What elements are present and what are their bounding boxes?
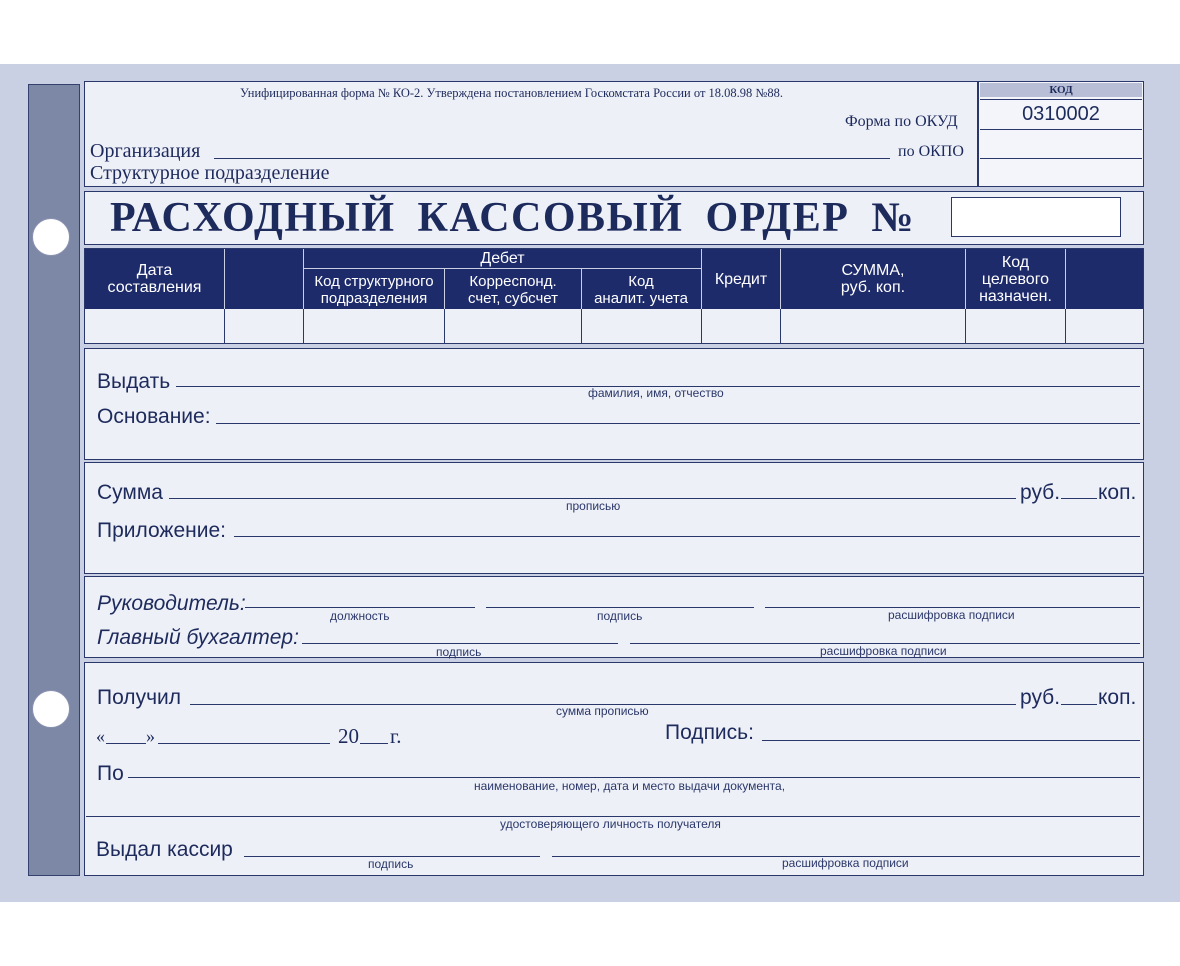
cell-divider	[1065, 309, 1066, 343]
cell-divider	[701, 309, 702, 343]
doc-hint: наименование, номер, дата и место выдачи документа,	[474, 779, 786, 793]
okud-code: 0310002	[980, 99, 1142, 130]
month-field[interactable]	[158, 743, 330, 744]
kop-field[interactable]	[1061, 498, 1097, 499]
id-document-field[interactable]	[128, 777, 1140, 778]
head-label: Руководитель:	[97, 592, 246, 615]
department-label: Структурное подразделение	[90, 162, 330, 184]
accountant-decode-hint: расшифровка подписи	[820, 644, 947, 658]
year-prefix: 20	[338, 724, 359, 748]
received-kop-field[interactable]	[1061, 704, 1097, 705]
year-suffix: г.	[390, 724, 402, 748]
col-date: Дата составления	[85, 249, 224, 309]
punch-hole-top	[32, 218, 70, 256]
cell-divider	[965, 309, 966, 343]
sum-words-hint: сумма прописью	[556, 704, 649, 718]
attachment-label: Приложение:	[97, 519, 227, 542]
head-signature-hint: подпись	[597, 609, 643, 623]
received-label: Получил	[97, 686, 181, 709]
grid-line	[304, 268, 701, 269]
okpo-label: по ОКПО	[898, 143, 964, 160]
receipt-section	[84, 662, 1144, 876]
binding-stripe	[28, 84, 80, 876]
head-position-field[interactable]	[245, 607, 475, 608]
document-title: РАСХОДНЫЙ КАССОВЫЙ ОРДЕР №	[110, 195, 916, 241]
basis-label: Основание:	[97, 405, 211, 428]
issue-section	[84, 348, 1144, 460]
col-corr-account: Корреспонд. счет, субсчет	[445, 270, 581, 309]
order-number-field[interactable]	[951, 197, 1121, 237]
okpo-code-field[interactable]	[980, 158, 1142, 159]
punch-hole-bottom	[32, 690, 70, 728]
by-label: По	[97, 762, 124, 785]
head-decode-hint: расшифровка подписи	[888, 608, 1015, 622]
organization-label: Организация	[90, 140, 201, 162]
cashier-signature-hint: подпись	[368, 857, 414, 871]
id-hint: удостоверяющего личность получателя	[500, 817, 721, 831]
kop-label: коп.	[1098, 481, 1137, 504]
day-field[interactable]	[106, 743, 146, 744]
col-debit: Дебет	[304, 249, 701, 267]
received-rub-label: руб.	[1020, 686, 1061, 709]
amount-section	[84, 462, 1144, 574]
year-field[interactable]	[360, 743, 388, 744]
words-hint: прописью	[566, 499, 621, 513]
kod-header: КОД	[980, 83, 1142, 97]
col-sum: СУММА, руб. коп.	[781, 249, 965, 309]
col-purpose-code: Код целевого назначен.	[966, 249, 1065, 309]
organization-field[interactable]	[214, 158, 890, 159]
date-open-quote: «	[96, 726, 105, 746]
cell-divider	[224, 309, 225, 343]
col-struct-code: Код структурного подразделения	[304, 270, 444, 309]
fio-hint: фамилия, имя, отчество	[588, 386, 724, 400]
issue-label: Выдать	[97, 370, 171, 393]
rub-label: руб.	[1020, 481, 1061, 504]
receiver-signature-field[interactable]	[762, 740, 1140, 741]
sum-label: Сумма	[97, 481, 163, 504]
col-credit: Кредит	[702, 249, 780, 309]
head-signature-field[interactable]	[486, 607, 754, 608]
received-kop-label: коп.	[1098, 686, 1137, 709]
okud-label: Форма по ОКУД	[845, 113, 958, 130]
date-close-quote: »	[146, 726, 155, 746]
accountant-signature-field[interactable]	[302, 643, 618, 644]
position-hint: должность	[330, 609, 390, 623]
accountant-label: Главный бухгалтер:	[97, 626, 299, 649]
cell-divider	[444, 309, 445, 343]
cell-divider	[780, 309, 781, 343]
attachment-field[interactable]	[234, 536, 1140, 537]
col-analyt-code: Код аналит. учета	[582, 270, 700, 309]
basis-field[interactable]	[216, 423, 1140, 424]
accountant-signature-hint: подпись	[436, 645, 482, 659]
cell-divider	[303, 309, 304, 343]
cashier-decode-hint: расшифровка подписи	[782, 856, 909, 870]
unified-form-note: Унифицированная форма № КО-2. Утверждена постановлением Госкомстата России от 18.08.98 №88.	[240, 86, 783, 100]
signature-label: Подпись:	[665, 721, 754, 744]
cell-divider	[581, 309, 582, 343]
cashier-label: Выдал кассир	[96, 838, 233, 861]
